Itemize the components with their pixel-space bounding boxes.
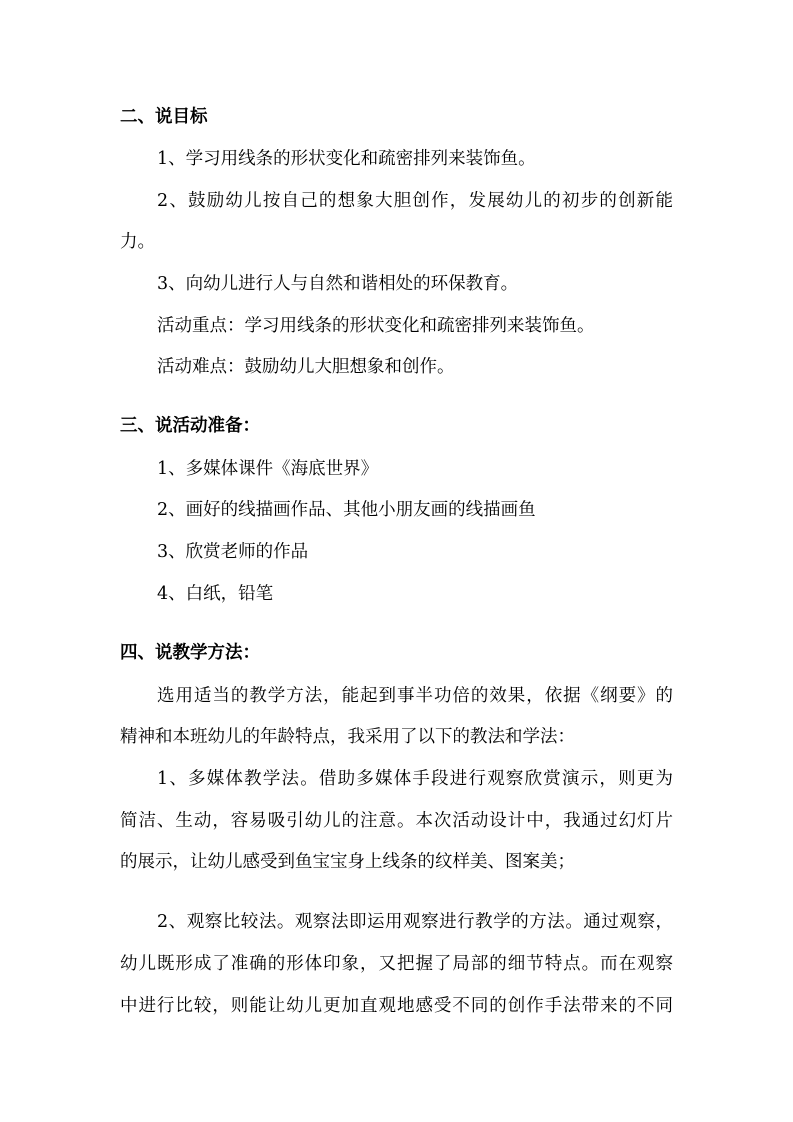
- method-1-line-1: 1、多媒体教学法。借助多媒体手段进行观察欣赏演示，则更为: [157, 769, 673, 789]
- preparation-item-2: 2、画好的线描画作品、其他小朋友画的线描画鱼: [157, 500, 536, 520]
- method-intro-line-2: 精神和本班幼儿的年龄特点，我采用了以下的教法和学法：: [120, 727, 575, 747]
- method-intro-line-1: 选用适当的教学方法，能起到事半功倍的效果，依据《纲要》的: [157, 686, 673, 706]
- goal-2-line-2: 力。: [120, 232, 155, 252]
- goal-2-line-1: 2、鼓励幼儿按自己的想象大胆创作，发展幼儿的初步的创新能: [157, 191, 673, 211]
- section-2-heading: 二、说目标: [120, 107, 208, 127]
- method-2-line-3: 中进行比较，则能让幼儿更加直观地感受不同的创作手法带来的不同: [120, 996, 673, 1016]
- method-2-line-2: 幼儿既形成了准确的形体印象，又把握了局部的细节特点。而在观察: [120, 954, 673, 974]
- preparation-item-3: 3、欣赏老师的作品: [157, 542, 309, 562]
- activity-focus: 活动重点：学习用线条的形状变化和疏密排列来装饰鱼。: [157, 316, 595, 336]
- method-1-line-3: 的展示，让幼儿感受到鱼宝宝身上线条的纹样美、图案美；: [120, 852, 575, 872]
- section-4-heading: 四、说教学方法：: [120, 643, 260, 663]
- goal-1: 1、学习用线条的形状变化和疏密排列来装饰鱼。: [157, 149, 536, 169]
- section-3-heading: 三、说活动准备：: [120, 416, 260, 436]
- activity-difficulty: 活动难点：鼓励幼儿大胆想象和创作。: [157, 357, 455, 377]
- goal-3: 3、向幼儿进行人与自然和谐相处的环保教育。: [157, 274, 519, 294]
- preparation-item-1: 1、多媒体课件《海底世界》: [157, 459, 379, 479]
- method-2-line-1: 2、观察比较法。观察法即运用观察进行教学的方法。通过观察，: [157, 912, 673, 932]
- preparation-item-4: 4、白纸，铅笔: [157, 584, 274, 604]
- method-1-line-2: 简洁、生动，容易吸引幼儿的注意。本次活动设计中，我通过幻灯片: [120, 811, 673, 831]
